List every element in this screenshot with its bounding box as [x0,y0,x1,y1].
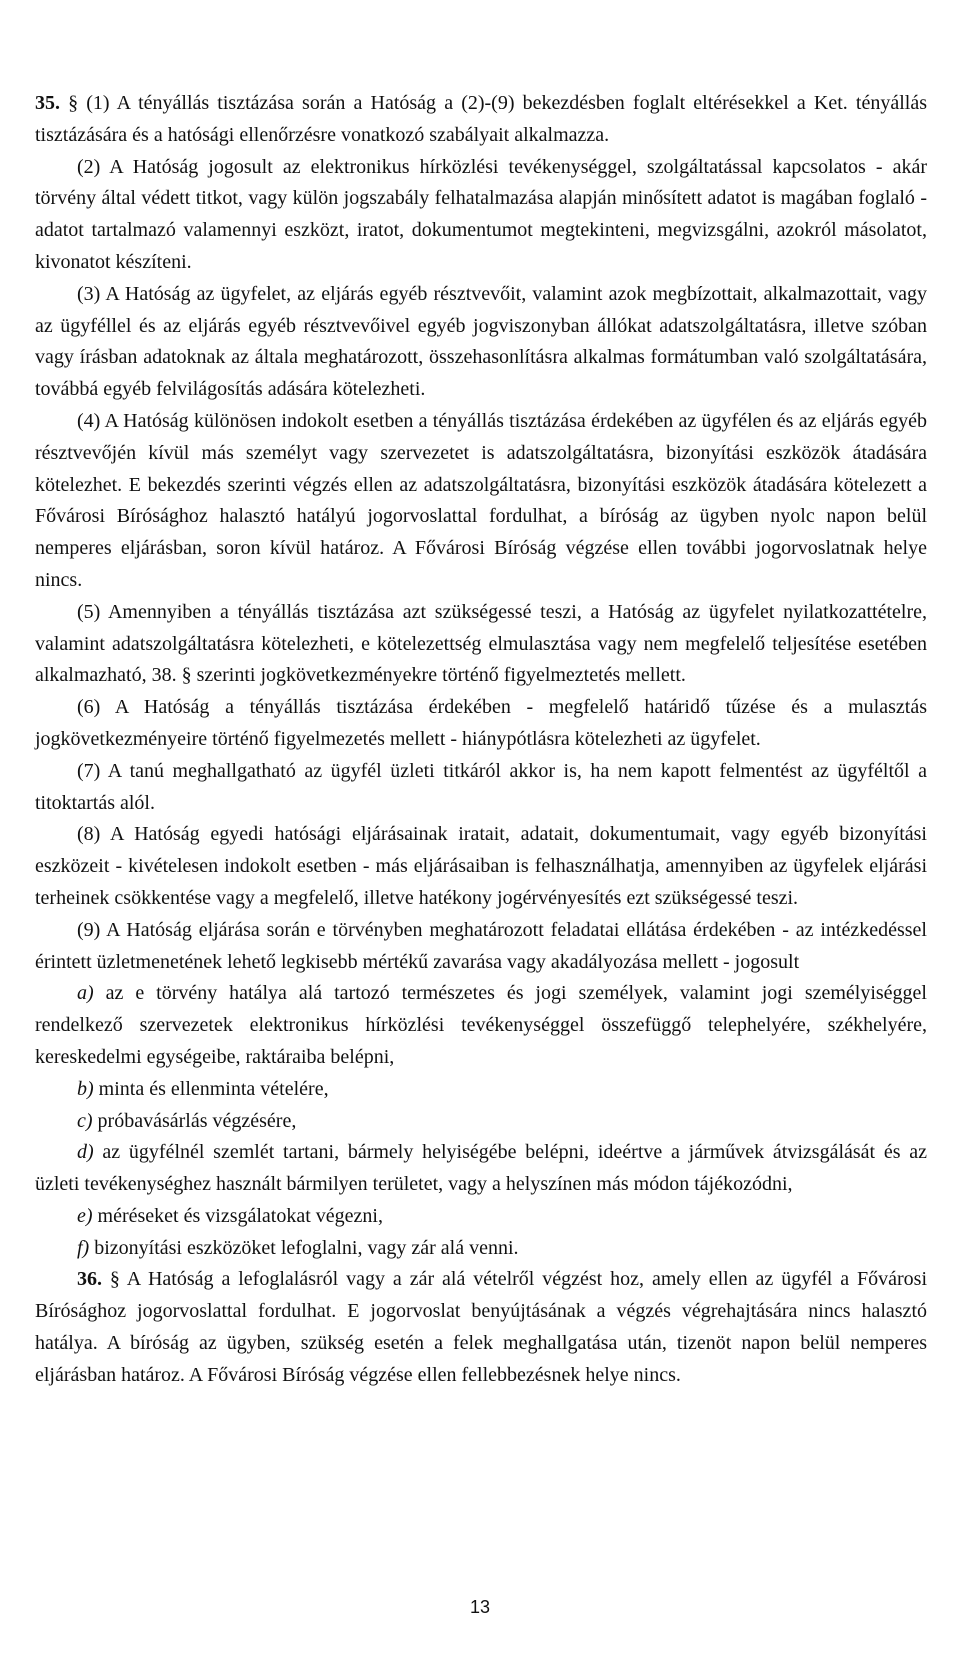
list-item-d [35,1137,927,1201]
section-36-paragraph [35,1264,927,1391]
list-item-a [35,978,927,1073]
list-item-f [35,1233,927,1265]
item-text: az e törvény hatálya alá tartozó természetes és jogi személyek, valamint jogi személyiséggel rendelkező szervezetek elektronikus hírközlési tevékenységgel összefüggő telephelyére, székhelyére, kereskedelmi egységeibe, raktáraiba belépni, [35,982,927,1068]
paragraph-text: § A Hatóság a lefoglalásról vagy a zár alá vételről végzést hoz, amely ellen az ügyfél a Fővárosi Bírósághoz jogorvoslattal fordulhat. E jogorvoslat benyújtásának a végzés végrehajtására nincs halasztó hatálya. A bíróság az ügyben, szükség esetén a felek meghallgatása után, tizenöt napon belül nemperes eljárásban határoz. A Fővárosi Bíróság végzése ellen fellebbezésnek helye nincs. [35,1268,927,1386]
section-35-paragraph-2: (2) A Hatóság jogosult az elektronikus hírközlési tevékenységgel, szolgáltatással kapcsolatos - akár törvény által védett titkot, vagy külön jogszabály felhatalmazása alapján minősített adatot is magában foglaló - adatot tartalmazó valamennyi eszközt, iratot, dokumentumot megtekinteni, megvizsgálni, azokról másolatot, kivonatot készíteni. [35,155,927,273]
list-item-e [35,1201,927,1233]
item-text: minta és ellenminta vételére, [93,1077,329,1100]
item-text: méréseket és vizsgálatokat végezni, [92,1204,383,1227]
section-35-paragraph-1 [35,88,927,152]
item-letter: a) [77,982,94,1005]
item-letter: b) [77,1077,94,1100]
section-35-paragraph-5: (5) Amennyiben a tényállás tisztázása azt szükségessé teszi, a Hatóság az ügyfelet nyilatkozattételre, valamint adatszolgáltatásra kötelezheti, e kötelezettség elmulasztása vagy nem megfelelő teljesítése esetében alkalmazható, 38. § szerinti jogkövetkezményekre történő figyelmeztetés mellett. [35,600,927,687]
item-letter: c) [77,1109,93,1132]
list-item-b [35,1074,927,1106]
section-35-paragraph-7: (7) A tanú meghallgatható az ügyfél üzleti titkáról akkor is, ha nem kapott felmentést az ügyféltől a titoktartás alól. [35,759,927,814]
item-letter: f) [77,1236,90,1259]
item-letter: e) [77,1204,93,1227]
section-number: 36. [77,1268,102,1291]
page-number: 13 [469,1597,491,1617]
item-text: próbavásárlás végzésére, [92,1109,297,1132]
paragraph-text: § (1) A tényállás tisztázása során a Hatóság a (2)-(9) bekezdésben foglalt eltérésekkel a Ket. tényállás tisztázására és a hatósági ellenőrzésre vonatkozó szabályait alkalmazza. [35,92,928,146]
document-body [35,88,927,1392]
item-text: bizonyítási eszközöket lefoglalni, vagy zár alá venni. [89,1236,519,1259]
item-letter: d) [77,1141,94,1164]
section-number: 35. [35,92,60,114]
section-35-paragraph-3: (3) A Hatóság az ügyfelet, az eljárás egyéb résztvevőit, valamint azok megbízottait, alkalmazottait, vagy az ügyféllel és az eljárás egyéb résztvevőivel egyéb jogviszonyban állókat adatszolgáltatásra, illetve szóban vagy írásban adatoknak az általa meghatározott, összehasonlításra alkalmas formátumban való szolgáltatására, továbbá egyéb felvilágosítás adására kötelezheti. [35,282,927,401]
list-item-c [35,1106,927,1138]
section-35-paragraph-8: (8) A Hatóság egyedi hatósági eljárásainak iratait, adatait, dokumentumait, vagy egyéb bizonyítási eszközeit - kivételesen indokolt esetben - más eljárásaiban is felhasználhatja, amennyiben az ügyfelek eljárási terheinek csökkentése vagy a megfelelő, illetve hatékony jogérvényesítés ezt szükségessé teszi. [35,823,927,909]
section-35-paragraph-6: (6) A Hatóság a tényállás tisztázása érdekében - megfelelő határidő tűzése és a mulasztás jogkövetkezményeire történő figyelmezetés mellett - hiánypótlásra kötelezheti az ügyfelet. [35,696,927,750]
section-35-paragraph-9: (9) A Hatóság eljárása során e törvényben meghatározott feladatai ellátása érdekében - az intézkedéssel érintett üzletmenetének lehető legkisebb mértékű zavarása vagy akadályozása mellett - jogosult [35,918,927,973]
section-35-paragraph-4: (4) A Hatóság különösen indokolt esetben a tényállás tisztázása érdekében az ügyfélen és az eljárás egyéb résztvevőjén kívül más személyt vagy szervezetet is adatszolgáltatásra, bizonyítási eszközök átadására kötelezhet. E bekezdés szerinti végzés ellen az adatszolgáltatásra, bizonyítási eszközök átadására kötelezett a Fővárosi Bírósághoz halasztó hatályú jogorvoslattal fordulhat, a bíróság az ügyben nyolc napon belül nemperes eljárásban, soron kívül határoz. A Fővárosi Bíróság végzése ellen további jogorvoslatnak helye nincs. [35,409,927,591]
item-text: az ügyfélnél szemlét tartani, bármely helyiségébe belépni, ideértve a járművek átvizsgálását és az üzleti tevékenységhez használt bármilyen területet, vagy a helyszínen más módon tájékozódni, [35,1141,927,1196]
